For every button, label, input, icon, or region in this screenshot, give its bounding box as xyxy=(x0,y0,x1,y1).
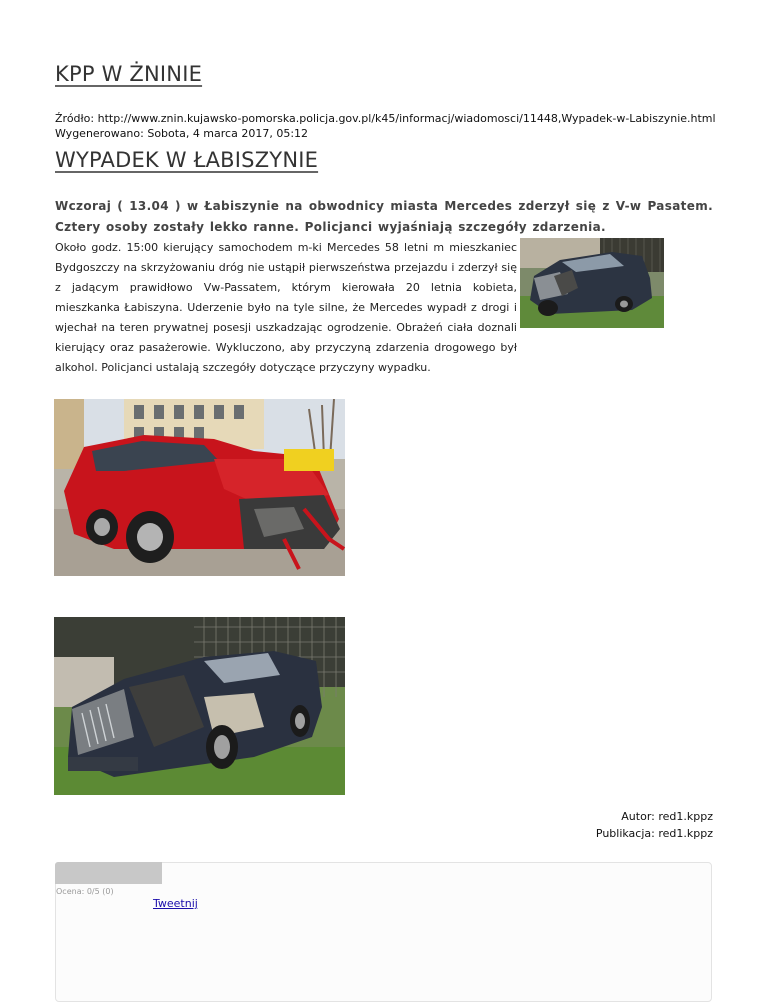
rating-text: Ocena: 0/5 (0) xyxy=(56,887,114,896)
rating-panel xyxy=(55,862,712,1002)
article-lead: Wczoraj ( 13.04 ) w Łabiszynie na obwodnicy miasta Mercedes zderzył się z V-w Pasatem. Cztery osoby zostały lekko ranne. Policjanci wyjaśniają szczegóły zdarzenia. xyxy=(55,199,713,234)
source-url: http://www.znin.kujawsko-pomorska.policja.gov.pl/k45/informacj/wiadomosci/11448,Wypadek-w-Labiszynie.html xyxy=(97,112,716,125)
author-label: Autor: xyxy=(621,810,655,823)
publication-line xyxy=(596,825,713,842)
article-title: WYPADEK W ŁABISZYNIE xyxy=(55,148,319,172)
source-label: Źródło: xyxy=(55,112,95,125)
site-title: KPP W ŻNINIE xyxy=(55,62,203,86)
article-credits xyxy=(596,808,713,842)
photo-vw-passat[interactable] xyxy=(54,399,345,576)
author-line xyxy=(596,808,713,825)
article-body: Około godz. 15:00 kierujący samochodem m-ki Mercedes 58 letni m mieszkaniec Bydgoszczy na skrzyżowaniu dróg nie ustąpił pierwszeństwa przejazdu i zderzył się z jadącym prawidłowo Vw-Passatem, którym kierowała 20 letnia kobieta, mieszkanka Łabiszyna. Uderzenie było na tyle silne, że Mercedes wypadł z drogi i wjechał na teren prywatnej posesji uszkadzając ogrodzenie. Obrażeń ciała doznali kierujący oraz pasażerowie. Wykluczono, aby przyczyną zdarzenia drogowego był alkohol. Policjanci ustalają szczegóły dotyczące przyczyny wypadku. xyxy=(55,241,517,374)
generated-date: Sobota, 4 marca 2017, 05:12 xyxy=(147,127,309,140)
tweet-link[interactable]: Tweetnij xyxy=(153,897,198,910)
publication-value: red1.kppz xyxy=(658,827,713,840)
generated-line xyxy=(55,126,716,141)
generated-label: Wygenerowano: xyxy=(55,127,144,140)
rating-bar[interactable] xyxy=(55,862,162,884)
photo-mercedes[interactable] xyxy=(54,617,345,795)
document-meta xyxy=(55,111,716,141)
author-value: red1.kppz xyxy=(658,810,713,823)
publication-label: Publikacja: xyxy=(595,827,655,840)
thumbnail-photo-mercedes[interactable] xyxy=(520,238,664,328)
source-line xyxy=(55,111,716,126)
